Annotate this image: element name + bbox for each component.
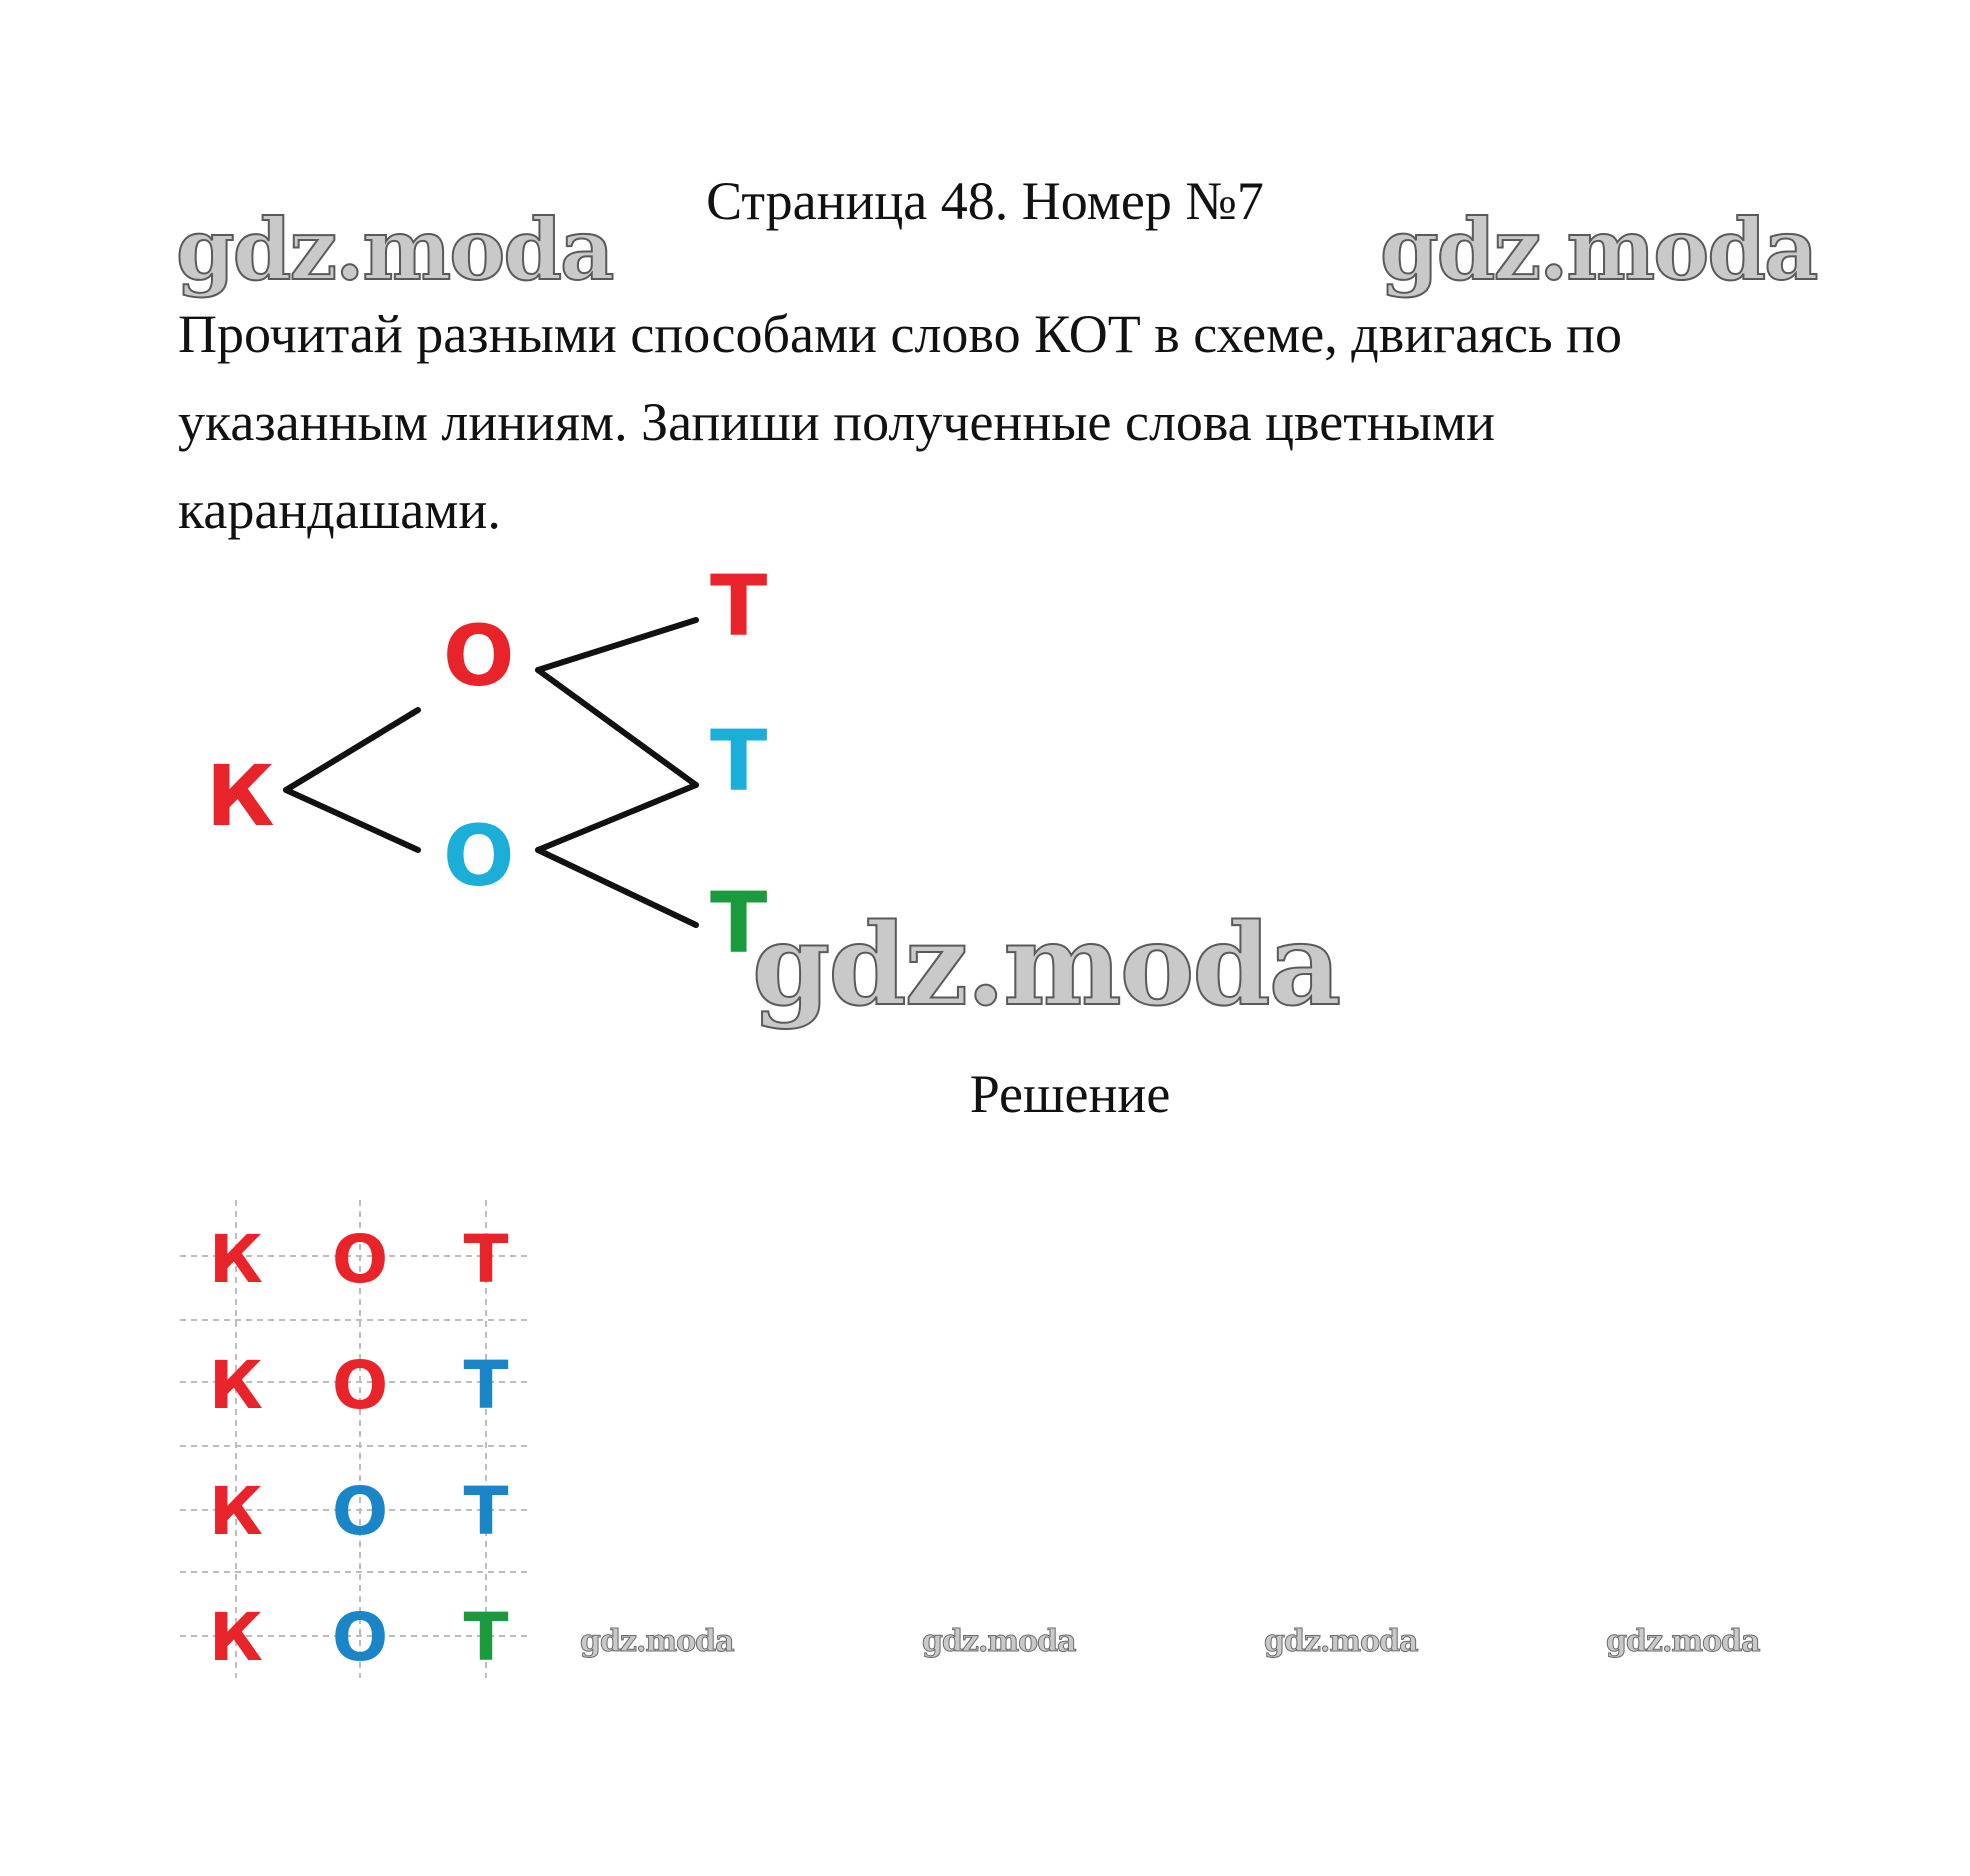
word-scheme — [188, 567, 788, 967]
connector-line — [538, 785, 696, 850]
answer-letter: К — [209, 1221, 263, 1298]
scheme-letter-t-top: Т — [710, 567, 768, 655]
connector-line — [538, 850, 696, 925]
scheme-letter-o-top: О — [443, 607, 515, 705]
answer-letter: К — [209, 1599, 263, 1676]
answer-letter: О — [331, 1599, 389, 1676]
answer-letter: Т — [463, 1599, 509, 1676]
answer-grid — [180, 1200, 530, 1678]
task-instruction: Прочитай разными способами слово КОТ в схеме, двигаясь по указанным линиям. Запиши полученные слова цветными карандашами. — [178, 304, 1623, 540]
watermark-logo: gdz.moda — [1264, 1624, 1418, 1659]
watermark-logo: gdz.moda — [176, 200, 613, 299]
answer-letter: К — [209, 1473, 263, 1550]
scheme-letter-o-bottom: О — [443, 807, 515, 905]
scheme-letter-t-bottom: Т — [710, 874, 768, 967]
watermark-logo: gdz.moda — [922, 1624, 1076, 1659]
watermark-logo: gdz.moda — [580, 1624, 734, 1659]
answer-rows — [209, 1221, 508, 1676]
scheme-letter-k: К — [206, 747, 275, 845]
scheme-letter-t-middle: Т — [710, 712, 768, 810]
connector-line — [286, 710, 418, 790]
connector-line — [538, 620, 696, 670]
watermark-logo: gdz.moda — [752, 900, 1340, 1031]
answer-letter: Т — [463, 1473, 509, 1550]
answer-letter: Т — [463, 1221, 509, 1298]
solution-heading: Решение — [969, 1064, 1171, 1124]
page-title: Страница 48. Номер №7 — [706, 171, 1264, 231]
connector-line — [538, 670, 696, 785]
answer-letter: О — [331, 1347, 389, 1424]
watermark-logo: gdz.moda — [1606, 1624, 1760, 1659]
answer-letter: О — [331, 1221, 389, 1298]
answer-letter: Т — [463, 1347, 509, 1424]
connector-line — [286, 790, 418, 850]
watermark-logo: gdz.moda — [1380, 200, 1817, 299]
answer-letter: О — [331, 1473, 389, 1550]
answer-letter: К — [209, 1347, 263, 1424]
